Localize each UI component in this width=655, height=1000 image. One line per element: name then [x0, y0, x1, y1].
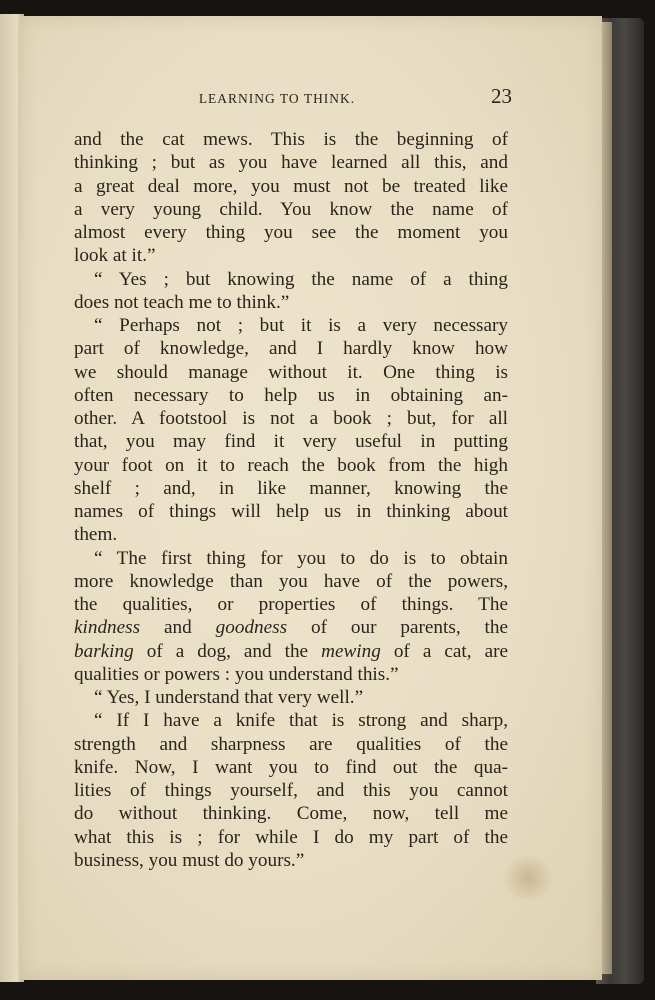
italic-term: kindness [74, 617, 141, 639]
text-line: business, you must do yours.” [74, 849, 305, 871]
text-line: look at it.” [74, 245, 156, 267]
text-line: “ The first thing for you to do is to obtain [94, 547, 508, 569]
text-line: what this is ; for while I do my part of the [74, 826, 508, 848]
body-text [74, 128, 508, 872]
text-line: that, you may find it very useful in putting [74, 431, 508, 453]
running-head: LEARNING TO THINK. [198, 91, 356, 106]
text-line: a great deal more, you must not be treated like [74, 175, 508, 197]
text-line: often necessary to help us in obtaining an- [74, 384, 508, 406]
text-segment: of our parents, the [287, 617, 508, 639]
text-segment: of a dog, and the [133, 640, 322, 662]
text-line: other. A footstool is not a book ; but, for all [74, 408, 508, 429]
text-segment: of a cat, are [380, 640, 508, 662]
text-line: “ Yes ; but knowing the name of a thing [94, 268, 508, 290]
text-line: shelf ; and, in like manner, knowing the [74, 477, 508, 499]
text-line: qualities or powers : you understand this.” [74, 663, 399, 685]
text-line: lities of things yourself, and this you cannot [74, 780, 508, 801]
text-line: strength and sharpness are qualities of the [74, 733, 508, 755]
text-line: your foot on it to reach the book from the high [74, 454, 508, 476]
page-stain [500, 856, 556, 900]
text-line: them. [74, 524, 118, 546]
text-line: knife. Now, I want you to find out the qua- [74, 756, 508, 778]
text-line: more knowledge than you have of the powers, [74, 570, 508, 592]
text-line [74, 616, 508, 639]
text-line: and the cat mews. This is the beginning of [74, 129, 508, 150]
italic-term: goodness [215, 617, 288, 639]
text-line [74, 640, 508, 663]
text-segment: and [140, 617, 216, 639]
text-line: a very young child. You know the name of [74, 198, 508, 220]
text-line: does not teach me to think.” [74, 291, 290, 313]
text-line: names of things will help us in thinking about [74, 501, 508, 522]
text-line: “ Perhaps not ; but it is a very necessary [94, 315, 508, 336]
text-line: thinking ; but as you have learned all this, and [74, 152, 508, 174]
page-number: 23 [491, 84, 512, 108]
text-line: part of knowledge, and I hardly know how [74, 338, 508, 360]
italic-term: barking [74, 640, 134, 662]
text-line: we should manage without it. One thing is [74, 361, 508, 383]
text-line: almost every thing you see the moment you [74, 222, 508, 243]
text-line: do without thinking. Come, now, tell me [74, 803, 508, 825]
text-line: “ Yes, I understand that very well.” [94, 687, 364, 708]
italic-term: mewing [321, 640, 381, 662]
text-line: the qualities, or properties of things. The [74, 594, 508, 615]
text-line: “ If I have a knife that is strong and sharp, [94, 710, 508, 732]
